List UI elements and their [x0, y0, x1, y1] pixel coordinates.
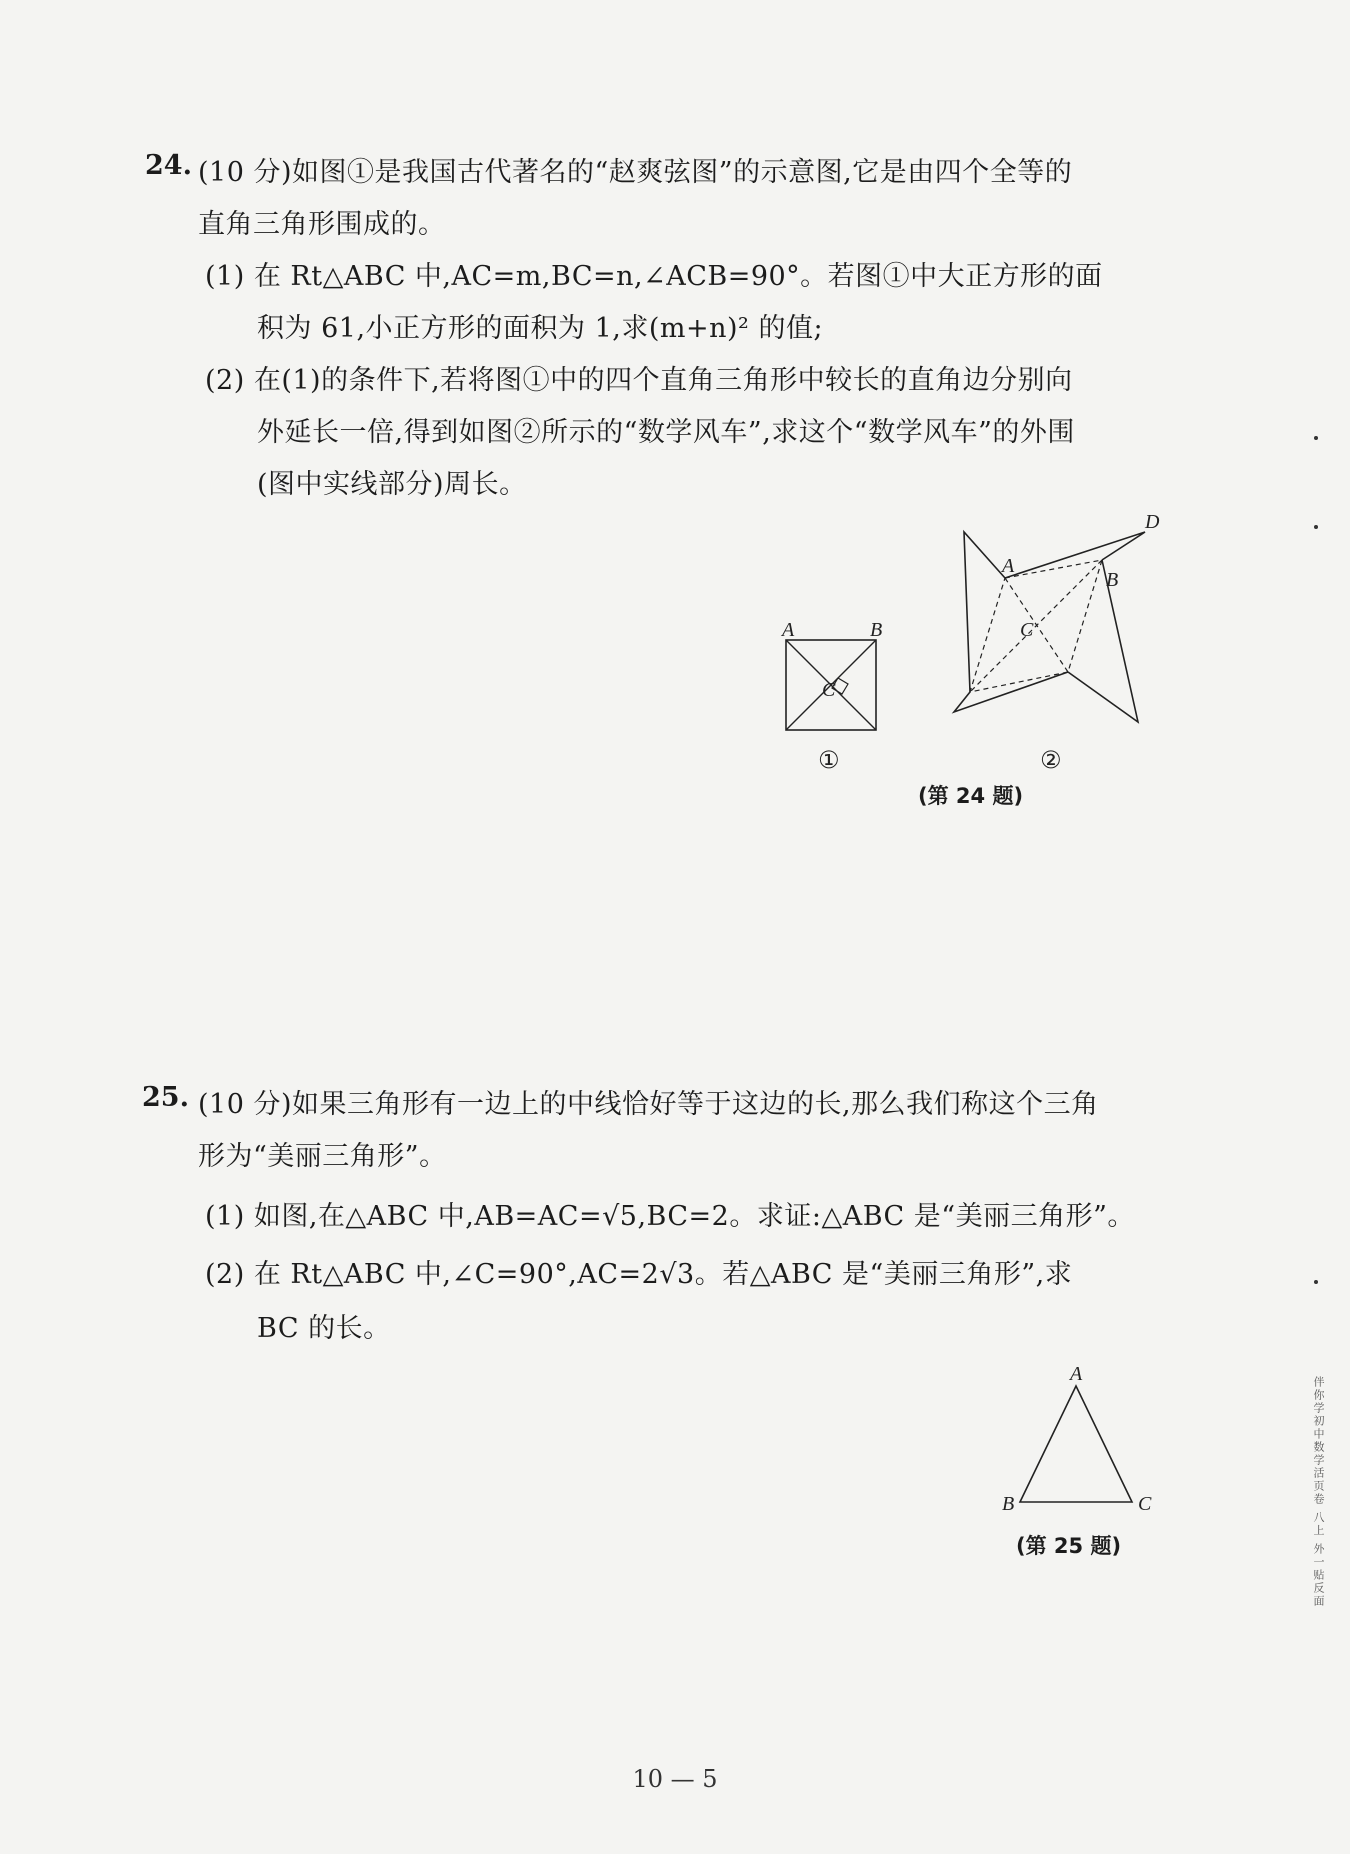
question-24-caption: (第 24 题) — [918, 784, 1024, 808]
question-24-part2-line2: 外延长一倍,得到如图②所示的“数学风车”,求这个“数学风车”的外围 — [257, 417, 1075, 448]
fig25-label-c: C — [1138, 1493, 1152, 1515]
side-note: 伴你学初中数学活页卷 八上 外一贴反面 — [1312, 1376, 1325, 1608]
fig2-label-b: B — [1106, 569, 1119, 591]
question-24-intro-line2: 直角三角形围成的。 — [198, 209, 446, 240]
question-25-part2-line1: (2) 在 Rt△ABC 中,∠C=90°,AC=2√3。若△ABC 是“美丽三角形”,求 — [205, 1259, 1073, 1290]
figure-24-1 — [770, 610, 900, 780]
fig1-label-a: A — [782, 619, 795, 641]
question-24-part2-line1: (2) 在(1)的条件下,若将图①中的四个直角三角形中较长的直角边分别向 — [205, 365, 1073, 396]
fig2-label-c: C — [1020, 619, 1034, 641]
question-25-intro-line2: 形为“美丽三角形”。 — [198, 1141, 447, 1172]
figure-24-2 — [940, 510, 1170, 780]
question-25-part1-line1: (1) 如图,在△ABC 中,AB=AC=√5,BC=2。求证:△ABC 是“美丽三角形”。 — [205, 1201, 1135, 1232]
question-24-part2-line3: (图中实线部分)周长。 — [257, 469, 527, 500]
fig1-caption: ① — [818, 746, 840, 774]
page-number: 10 — 5 — [632, 1765, 718, 1793]
question-24-part1-line2: 积为 61,小正方形的面积为 1,求(m+n)² 的值; — [257, 313, 824, 344]
question-25-caption: (第 25 题) — [1016, 1534, 1122, 1558]
question-24-number: 24. — [145, 150, 192, 181]
question-25-part2-line2: BC 的长。 — [257, 1313, 391, 1344]
figure-25 — [990, 1360, 1170, 1520]
question-25-intro-line1: (10 分)如果三角形有一边上的中线恰好等于这边的长,那么我们称这个三角 — [198, 1089, 1099, 1120]
fig25-label-a: A — [1070, 1363, 1083, 1385]
fig2-label-a: A — [1002, 555, 1015, 577]
fig2-label-d: D — [1145, 511, 1160, 533]
fig1-label-b: B — [870, 619, 883, 641]
fig1-label-c: C — [822, 679, 836, 701]
question-24-intro-line1: (10 分)如图①是我国古代著名的“赵爽弦图”的示意图,它是由四个全等的 — [198, 157, 1073, 188]
question-25-number: 25. — [142, 1082, 189, 1113]
margin-mark — [1314, 525, 1318, 529]
fig25-label-b: B — [1002, 1493, 1015, 1515]
margin-mark — [1314, 436, 1318, 440]
question-24-part1-line1: (1) 在 Rt△ABC 中,AC=m,BC=n,∠ACB=90°。若图①中大正方形的面 — [205, 261, 1103, 292]
fig2-caption: ② — [1040, 746, 1062, 774]
margin-mark — [1314, 1280, 1318, 1284]
